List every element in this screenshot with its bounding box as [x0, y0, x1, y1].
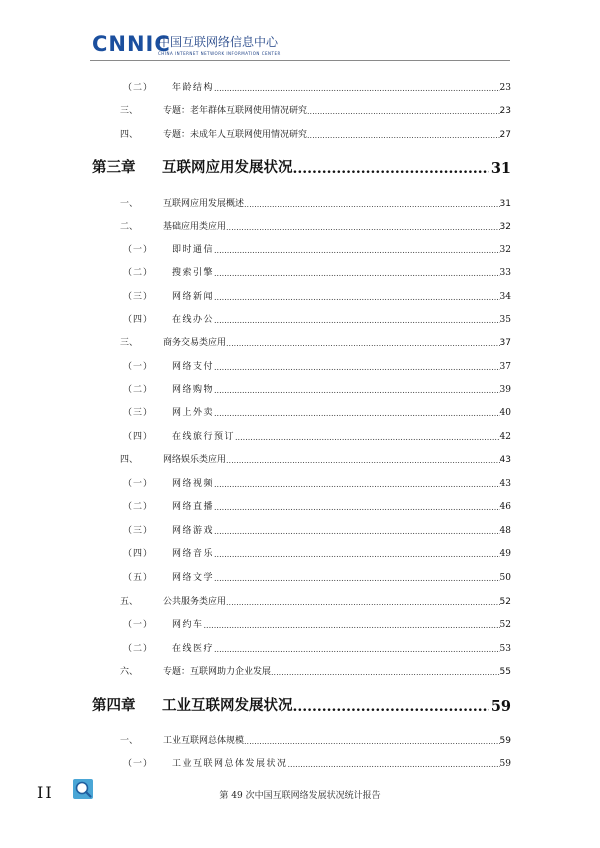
- toc-title: 互联网应用发展概述: [163, 199, 245, 209]
- toc-page: 32: [499, 222, 511, 232]
- org-name-en: CHINA INTERNET NETWORK INFORMATION CENTER: [158, 51, 281, 56]
- toc-page: 52: [499, 597, 511, 607]
- toc-leader: [235, 433, 500, 442]
- toc-page: 27: [499, 130, 511, 140]
- toc-number: （四）: [123, 549, 154, 559]
- toc-entry[interactable]: [123, 357, 511, 372]
- toc-page: 43: [499, 479, 511, 489]
- toc-number: 三、: [120, 338, 139, 348]
- toc-entry[interactable]: [123, 78, 511, 93]
- chapter-title: 互联网应用发展状况: [162, 159, 293, 176]
- toc-title: 基础应用类应用: [163, 222, 227, 232]
- toc-number: （二）: [123, 385, 154, 395]
- toc-page: 31: [499, 199, 511, 209]
- toc-page: 23: [499, 106, 511, 116]
- toc-page: 50: [499, 573, 511, 583]
- toc-leader: [307, 107, 500, 116]
- toc-page: 46: [499, 502, 511, 512]
- toc-page: 53: [499, 644, 511, 654]
- toc-entry[interactable]: [120, 125, 511, 140]
- toc-title: 网络新闻: [172, 292, 215, 302]
- toc-entry[interactable]: [123, 427, 511, 442]
- toc-number: 四、: [120, 130, 139, 140]
- cnnic-logo: CNNIC: [92, 32, 171, 56]
- toc-number: （二）: [123, 502, 154, 512]
- toc-title: 搜索引擎: [172, 268, 215, 278]
- toc-leader: [226, 598, 500, 607]
- toc-leader: [226, 339, 500, 348]
- toc-leader: [214, 269, 500, 278]
- toc-leader: [214, 246, 500, 255]
- toc-title: 专题：互联网助力企业发展: [163, 667, 272, 677]
- toc-title: 网络视频: [172, 479, 215, 489]
- toc-title: 即时通信: [172, 245, 215, 255]
- toc-page: 34: [499, 292, 511, 302]
- toc-entry[interactable]: [123, 263, 511, 278]
- toc-page: 49: [499, 549, 511, 559]
- toc-chapter[interactable]: [92, 155, 511, 177]
- toc-leader: [214, 386, 500, 395]
- toc-leader: [214, 409, 500, 418]
- toc-title: 网上外卖: [172, 408, 215, 418]
- toc-number: 六、: [120, 667, 139, 677]
- toc-entry[interactable]: [123, 568, 511, 583]
- toc-page: 31: [490, 160, 511, 177]
- toc-leader: [214, 527, 500, 536]
- toc-entry[interactable]: [123, 615, 511, 630]
- toc-leader: [307, 131, 500, 140]
- toc-leader: [214, 574, 500, 583]
- toc-page: 48: [499, 526, 511, 536]
- chapter-number: 第四章: [92, 697, 136, 714]
- toc-number: （三）: [123, 408, 154, 418]
- toc-number: （二）: [123, 268, 154, 278]
- toc-leader: [288, 760, 500, 769]
- toc-leader: [214, 363, 500, 372]
- toc-number: （二）: [123, 83, 154, 93]
- toc-title: 在线旅行预订: [172, 432, 236, 442]
- toc-number: （四）: [123, 315, 154, 325]
- toc-title: 公共服务类应用: [163, 597, 227, 607]
- toc-entry[interactable]: [120, 592, 511, 607]
- toc-entry[interactable]: [123, 287, 511, 302]
- toc-page: 37: [499, 338, 511, 348]
- toc-number: （二）: [123, 644, 154, 654]
- report-title-footer: 第 49 次中国互联网络发展状况统计报告: [219, 791, 381, 801]
- toc-title: 工业互联网总体规模: [163, 736, 245, 746]
- toc-leader: [226, 456, 500, 465]
- toc-number: 三、: [120, 106, 139, 116]
- toc-leader: [204, 621, 500, 630]
- toc-leader: [244, 200, 500, 209]
- toc-title: 网络购物: [172, 385, 215, 395]
- toc-title: 网络直播: [172, 502, 215, 512]
- toc-number: 四、: [120, 455, 139, 465]
- page-header: [0, 0, 600, 66]
- toc-leader: [293, 699, 489, 715]
- toc-leader: [214, 550, 500, 559]
- toc-number: （一）: [123, 362, 154, 372]
- toc-leader: [214, 503, 500, 512]
- chapter-number: 第三章: [92, 159, 136, 176]
- toc-entry[interactable]: [120, 217, 511, 232]
- toc-entry[interactable]: [123, 521, 511, 536]
- toc-page: 37: [499, 362, 511, 372]
- header-divider: [90, 60, 510, 61]
- toc-number: 一、: [120, 736, 139, 746]
- toc-entry[interactable]: [120, 194, 511, 209]
- toc-number: （五）: [123, 573, 154, 583]
- toc-title: 工业互联网总体发展状况: [172, 759, 288, 769]
- chapter-title: 工业互联网发展状况: [162, 697, 293, 714]
- toc-entry[interactable]: [120, 731, 511, 746]
- toc-page: 23: [499, 83, 511, 93]
- toc-title: 网络音乐: [172, 549, 215, 559]
- toc-entry[interactable]: [123, 310, 511, 325]
- toc-number: 二、: [120, 222, 139, 232]
- toc-entry[interactable]: [120, 450, 511, 465]
- toc-title: 专题：老年群体互联网使用情况研究: [163, 106, 308, 116]
- toc-leader: [214, 316, 500, 325]
- toc-page: 43: [499, 455, 511, 465]
- toc-number: （一）: [123, 759, 154, 769]
- toc-page: 40: [499, 408, 511, 418]
- toc-number: （一）: [123, 620, 154, 630]
- toc-title: 网络游戏: [172, 526, 215, 536]
- toc-entry[interactable]: [123, 240, 511, 255]
- toc-page: 59: [490, 698, 511, 715]
- toc-title: 网络支付: [172, 362, 215, 372]
- toc-title: 网络娱乐类应用: [163, 455, 227, 465]
- toc-page: 59: [499, 736, 511, 746]
- toc-title: 商务交易类应用: [163, 338, 227, 348]
- toc-leader: [244, 737, 500, 746]
- toc-entry[interactable]: [123, 497, 511, 512]
- toc-title: 网约车: [172, 620, 204, 630]
- toc-entry[interactable]: [123, 403, 511, 418]
- toc-entry[interactable]: [123, 474, 511, 489]
- toc-leader: [214, 84, 500, 93]
- toc-page: 55: [499, 667, 511, 677]
- toc-entry[interactable]: [120, 333, 511, 348]
- toc-entry[interactable]: [120, 101, 511, 116]
- toc-entry[interactable]: [123, 754, 511, 769]
- toc-leader: [214, 480, 500, 489]
- toc-number: （三）: [123, 292, 154, 302]
- org-name-cn: 中国互联网络信息中心: [158, 35, 279, 49]
- toc-leader: [214, 645, 500, 654]
- toc-number: （一）: [123, 479, 154, 489]
- toc-page: 52: [499, 620, 511, 630]
- toc-chapter[interactable]: [92, 693, 511, 715]
- toc-page: 39: [499, 385, 511, 395]
- toc-page: 35: [499, 315, 511, 325]
- toc-entry[interactable]: [123, 639, 511, 654]
- toc-leader: [293, 161, 489, 177]
- toc-number: （三）: [123, 526, 154, 536]
- toc-page: 33: [499, 268, 511, 278]
- toc-entry[interactable]: [123, 544, 511, 559]
- page-number: II: [37, 783, 54, 802]
- toc-title: 网络文学: [172, 573, 215, 583]
- toc-number: 一、: [120, 199, 139, 209]
- toc-title: 在线办公: [172, 315, 215, 325]
- toc-page: 59: [499, 759, 511, 769]
- toc-page: 42: [499, 432, 511, 442]
- toc-entry[interactable]: [120, 662, 511, 677]
- toc-entry[interactable]: [123, 380, 511, 395]
- toc-title: 专题：未成年人互联网使用情况研究: [163, 130, 308, 140]
- toc-number: （一）: [123, 245, 154, 255]
- toc-title: 年龄结构: [172, 83, 215, 93]
- toc-page: 32: [499, 245, 511, 255]
- toc-number: （四）: [123, 432, 154, 442]
- toc-leader: [226, 223, 500, 232]
- toc-title: 在线医疗: [172, 644, 215, 654]
- toc-leader: [271, 668, 500, 677]
- toc-leader: [214, 293, 500, 302]
- toc-number: 五、: [120, 597, 139, 607]
